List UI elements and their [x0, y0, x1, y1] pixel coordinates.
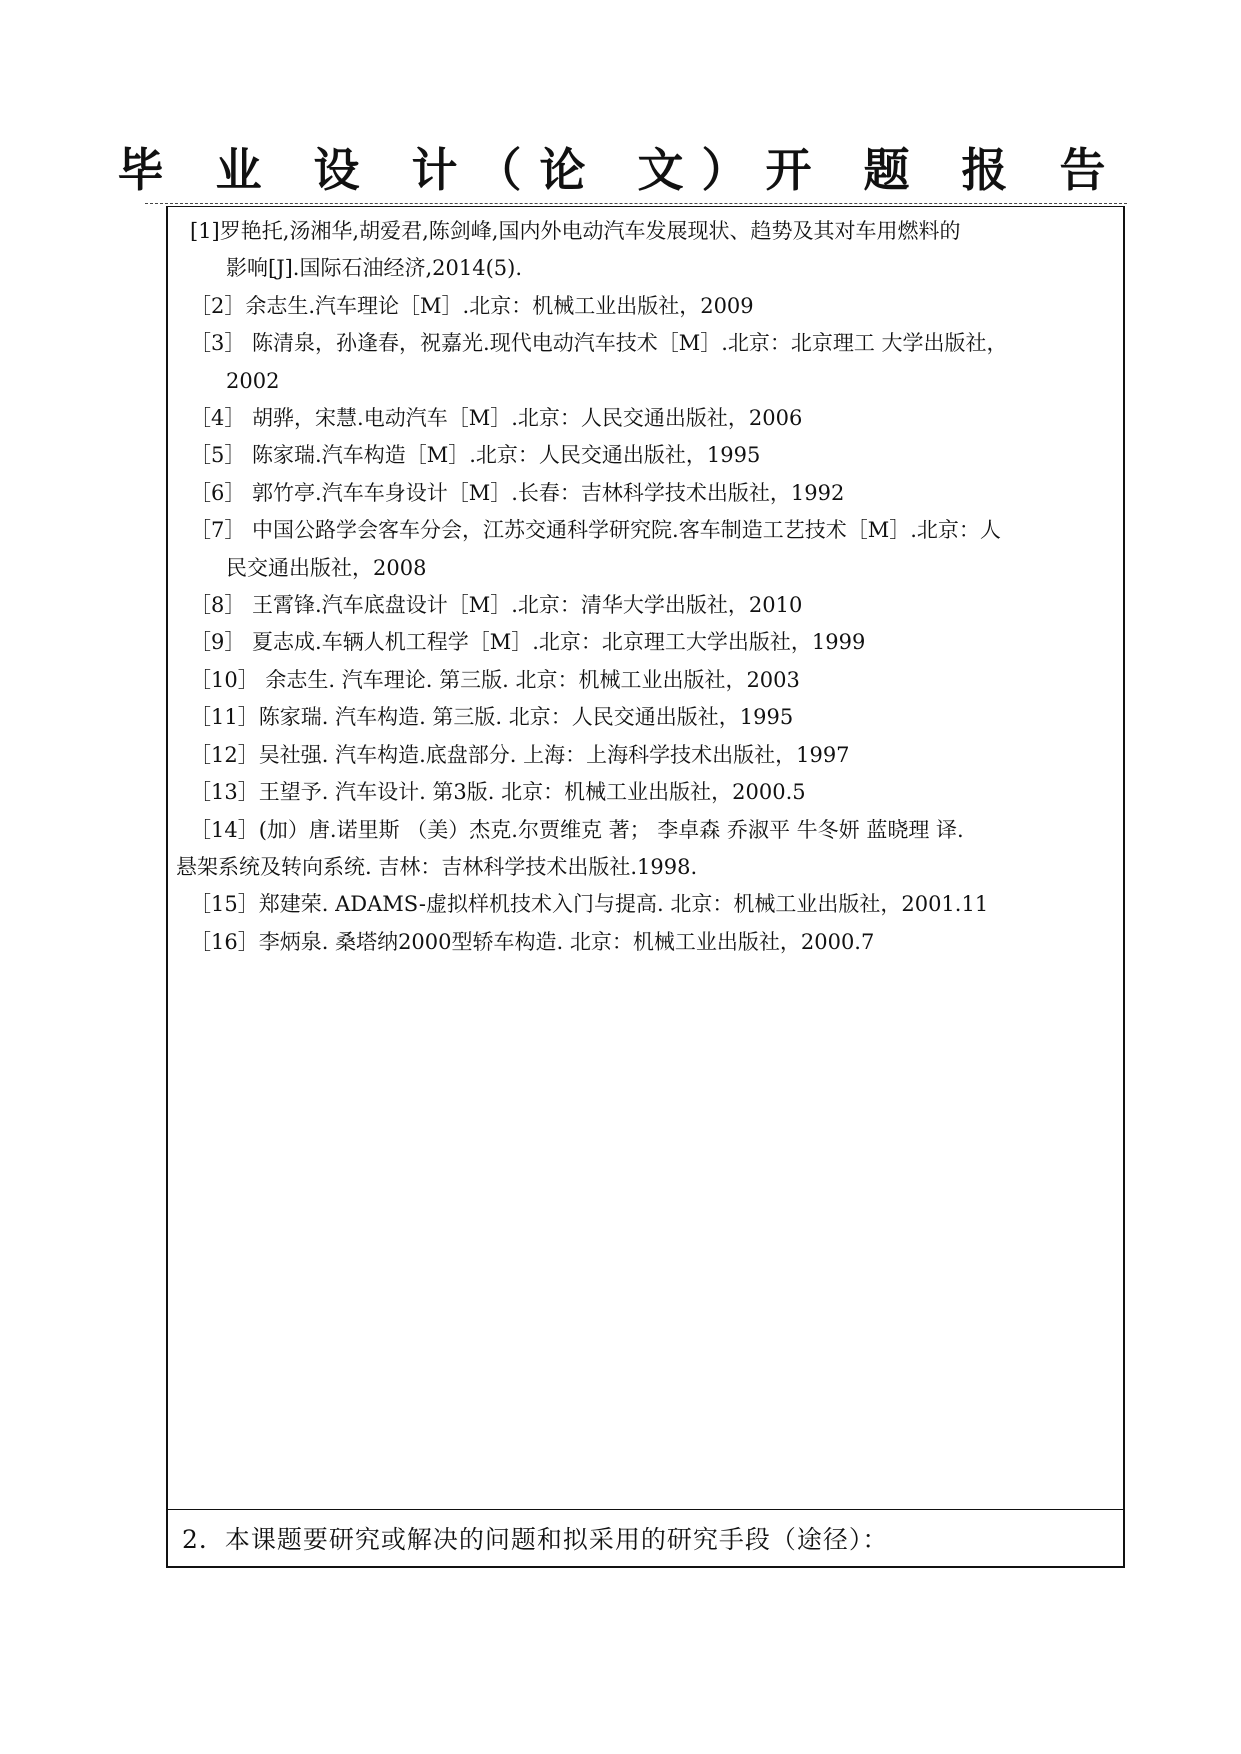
reference-3: ［3］ 陈清泉，孙逢春，祝嘉光.现代电动汽车技术［M］.北京：北京理工 大学出版社， — [190, 331, 1008, 356]
reference-6: ［6］ 郭竹亭.汽车车身设计［M］.长春：吉林科学技术出版社，1992 — [190, 480, 845, 505]
reference-15: ［15］郑建荣. ADAMS-虚拟样机技术入门与提高. 北京：机械工业出版社，2001.11 — [190, 892, 989, 917]
reference-9: ［9］ 夏志成.车辆人机工程学［M］.北京：北京理工大学出版社，1999 — [190, 630, 866, 655]
reference-7: ［7］ 中国公路学会客车分会，江苏交通科学研究院.客车制造工艺技术［M］.北京：人 — [190, 518, 1001, 543]
section-divider — [168, 1509, 1123, 1510]
reference-1: [1]罗艳托,汤湘华,胡爱君,陈剑峰,国内外电动汽车发展现状、趋势及其对车用燃料的 — [190, 219, 961, 243]
reference-2: ［2］余志生.汽车理论［M］.北京：机械工业出版社，2009 — [190, 293, 754, 318]
page-title: 毕 业 设 计（论 文）开 题 报 告 — [117, 143, 1124, 197]
reference-8: ［8］ 王霄锋.汽车底盘设计［M］.北京：清华大学出版社，2010 — [190, 593, 803, 618]
reference-4: ［4］ 胡骅，宋慧.电动汽车［M］.北京：人民交通出版社，2006 — [190, 406, 803, 431]
reference-3-continuation: 2002 — [226, 368, 280, 393]
reference-16: ［16］李炳泉. 桑塔纳2000型轿车构造. 北京：机械工业出版社，2000.7 — [190, 929, 875, 954]
reference-12: ［12］吴社强. 汽车构造.底盘部分. 上海：上海科学技术出版社，1997 — [190, 742, 850, 767]
form-table — [166, 206, 1125, 1568]
reference-13: ［13］王望予. 汽车设计. 第3版. 北京：机械工业出版社，2000.5 — [190, 780, 806, 805]
header-rule — [145, 203, 1127, 204]
reference-5: ［5］ 陈家瑞.汽车构造［M］.北京：人民交通出版社，1995 — [190, 443, 761, 468]
reference-10: ［10］ 余志生. 汽车理论. 第三版. 北京：机械工业出版社，2003 — [190, 667, 800, 692]
reference-14: ［14］(加）唐.诺里斯 （美）杰克.尔贾维克 著； 李卓森 乔淑平 牛冬妍 蓝晓理 译. — [190, 817, 964, 842]
section-2-heading: 2．本课题要研究或解决的问题和拟采用的研究手段（途径）： — [182, 1525, 889, 1554]
reference-11: ［11］陈家瑞. 汽车构造. 第三版. 北京：人民交通出版社，1995 — [190, 705, 794, 730]
reference-14-continuation: 悬架系统及转向系统. 吉林：吉林科学技术出版社.1998. — [176, 854, 698, 879]
references-cell — [168, 207, 1123, 1509]
reference-1-continuation: 影响[J].国际石油经济,2014(5). — [226, 256, 523, 281]
reference-7-continuation: 民交通出版社，2008 — [226, 555, 427, 580]
